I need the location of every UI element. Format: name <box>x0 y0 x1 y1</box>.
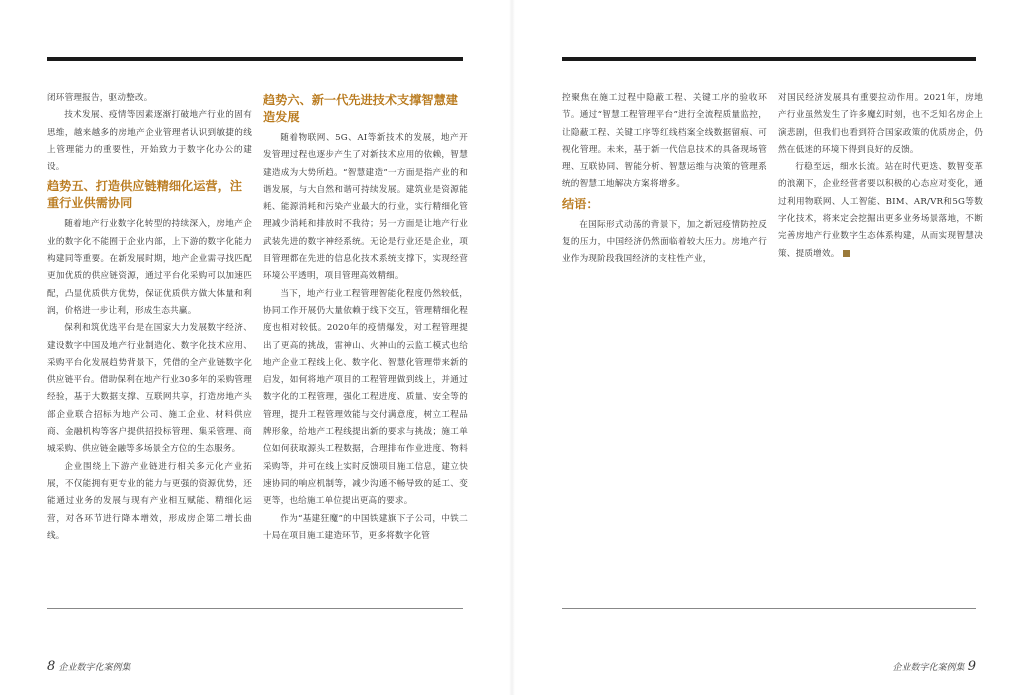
paragraph: 在国际形式动荡的背景下，加之新冠疫情防控反复的压力，中国经济仍然面临着较大压力。房地产行业作为现阶段我国经济的支柱性产业， <box>562 219 767 265</box>
paragraph: 控聚焦在施工过程中隐蔽工程、关键工序的验收环节。通过“智慧工程管理平台”进行全流程质量监控，让隐蔽工程、关键工序等红线档案全线数据留痕、可视化管理。未来，基于新一代信息技术的具备现场管理、互联协同、智能分析、智慧运维与决策的管理系统的智慧工地解决方案将增多。 <box>562 93 767 190</box>
paragraph <box>778 159 983 263</box>
top-rule <box>47 57 463 61</box>
section-heading-conclusion: 结语： <box>562 196 599 211</box>
page-footer <box>47 659 130 674</box>
paragraph: 技术发展、疫情等因素逐渐打破地产行业的固有思维，越来越多的房地产企业管理者认识到敏捷的线上管理能力的重要性，开始致力于数字化办公的建设。 <box>47 110 252 173</box>
bottom-rule <box>47 608 463 609</box>
paragraph: 企业围绕上下游产业链进行相关多元化产业拓展，不仅能拥有更专业的能力与更强的资源优势，还能通过业务的发展与现有产业相互赋能、精细化运营，对各环节进行降本增效，形成房企第二增长曲线。 <box>47 461 252 541</box>
section-heading-trend5: 趋势五、打造供应链精细化运营，注重行业供需协同 <box>47 179 242 211</box>
end-mark-icon <box>843 250 850 257</box>
paragraph-text: 行稳至远，细水长流。站在时代更迭、数智变革的浪潮下，企业经营者要以积极的心态应对变化，通过利用物联网、人工智能、BIM、AR/VR和5G等数字化技术，将来定会挖掘出更多业务场景落地，不断完善房地产行业数字生态体系构建，从而实现智慧决策、提质增效。 <box>778 162 983 259</box>
section-heading-trend6: 趋势六、新一代先进技术支撑智慧建造发展 <box>263 93 458 124</box>
paragraph: 随着物联网、5G、AI等新技术的发展，地产开发管理过程也逐步产生了对新技术应用的依赖，智慧建造成为大势所趋。“智慧建造”一方面是指产业的和谐发展，与大自然和谐可持续发展。建筑业是资源能耗、能源消耗和污染产业最大的行业，实行精细化管理减少消耗和排放时不我待；另一方面是让地产行业武装先进的数字神经系统。无论是行业还是企业，项目管理都在先进的信息化技术系统支撑下，实现经营环境公平透明，项目管理高效精细。 <box>263 133 468 282</box>
right-column-2 <box>778 90 983 263</box>
footer-title: 企业数字化案例集 <box>892 663 965 673</box>
right-page <box>512 0 1024 695</box>
paragraph: 随着地产行业数字化转型的持续深入，房地产企业的数字化不能囿于企业内部，上下游的数字化能力构建同等重要。在新发展时期，地产企业需寻找匹配更加优质的供应链资源，通过平台化采购可以加速匹配，凸显优质供方优势，保证优质供方做大体量和利润，价格进一步让利，形成生态共赢。 <box>47 219 252 316</box>
left-column-1 <box>47 90 252 545</box>
paragraph: 保利和筑优选平台是在国家大力发展数字经济、建设数字中国及地产行业制造化、数字化技术应用、采购平台化发展趋势背景下，凭借的全产业链数字化供应链平台。借助保利在地产行业30多年的采购管理经验，基于大数据支撑、互联网共享，打造房地产头部企业联合招标为地产公司、施工企业、材料供应商、金融机构等客户提供招投标管理、集采管理、商城采购、供应链金融等多场景全方位的生态服务。 <box>47 323 252 455</box>
paragraph: 作为“基建狂魔”的中国铁建旗下子公司，中铁二十局在项目施工建造环节，更多将数字化管 <box>263 513 468 541</box>
page-footer <box>893 659 976 674</box>
paragraph: 当下，地产行业工程管理智能化程度仍然较低，协同工作开展仍大量依赖于线下交互，管理精细化程度也相对较低。2020年的疫情爆发，对工程管理提出了更高的挑战，雷神山、火神山的云监工模式也给地产企业工程线上化、数字化、智慧化管理带来新的启发，如何将地产项目的工程管理做到线上，并通过数字化的工程管理，强化工程进度、质量、安全等的管理，提升工程管理效能与交付满意度，树立工程品牌形象，给地产工程线提出新的要求与挑战；施工单位如何获取源头工程数据，合理排布作业进度、物料采购等，并可在线上实时反馈项目施工信息，建立快速协同的响应机制等，减少沟通不畅导致的延工、变更等，也给施工单位提出更高的要求。 <box>263 288 468 507</box>
footer-title: 企业数字化案例集 <box>58 663 131 673</box>
page-number: 9 <box>967 659 976 674</box>
bottom-rule <box>562 608 976 609</box>
top-rule <box>562 57 976 61</box>
paragraph: 对国民经济发展具有重要拉动作用。2021年，房地产行业虽然发生了许多魔幻时刻，也不乏知名房企上演悲剧，但我们也看到符合国家政策的优质房企，仍然在低迷的环境下得到良好的反馈。 <box>778 93 983 155</box>
paragraph: 闭环管理报告，驱动整改。 <box>47 93 153 103</box>
right-column-1 <box>562 90 767 269</box>
left-column-2 <box>263 90 468 545</box>
page-number: 8 <box>47 659 56 674</box>
